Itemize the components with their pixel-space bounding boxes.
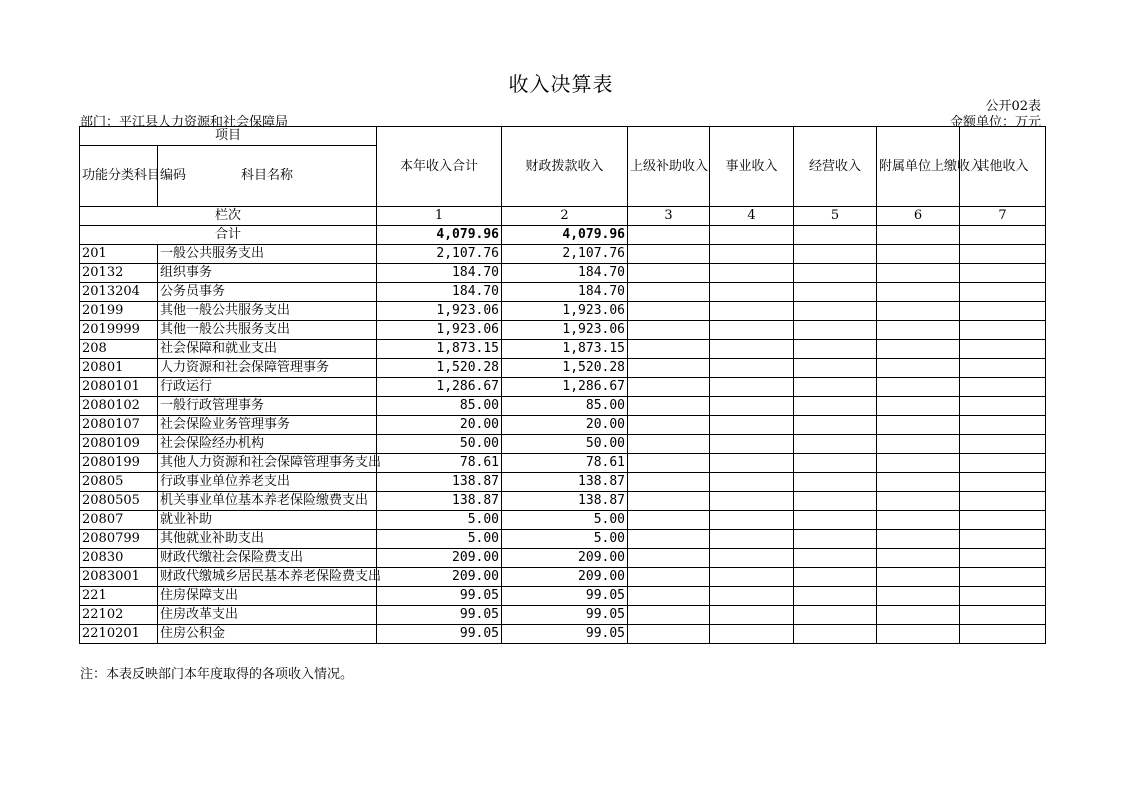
empty-cell: [628, 492, 710, 511]
subject-name: 财政代缴城乡居民基本养老保险费支出: [158, 568, 377, 587]
table-row: [80, 283, 1046, 302]
empty-cell: [960, 606, 1046, 625]
table-row: [80, 549, 1046, 568]
empty-cell: [877, 283, 960, 302]
lanci-label: 栏次: [80, 207, 377, 226]
header-col-affiliated-turnover: 附属单位上缴收入: [877, 127, 960, 207]
subject-code: 20199: [80, 302, 158, 321]
subject-name: 人力资源和社会保障管理事务: [158, 359, 377, 378]
empty-cell: [877, 587, 960, 606]
empty-cell: [628, 226, 710, 245]
table-row: [80, 397, 1046, 416]
subject-code: 2080107: [80, 416, 158, 435]
amount-cell: 99.05: [502, 606, 628, 625]
amount-cell: 184.70: [377, 283, 502, 302]
empty-cell: [794, 378, 877, 397]
total-label: 合计: [80, 226, 377, 245]
subject-code: 2210201: [80, 625, 158, 644]
amount-cell: 78.61: [502, 454, 628, 473]
empty-cell: [794, 416, 877, 435]
amount-cell: 1,923.06: [377, 302, 502, 321]
header-col-business-income: 事业收入: [710, 127, 794, 207]
subject-code: 2083001: [80, 568, 158, 587]
amount-cell: 1,873.15: [502, 340, 628, 359]
amount-cell: 209.00: [377, 549, 502, 568]
amount-cell: 99.05: [377, 606, 502, 625]
subject-name: 其他人力资源和社会保障管理事务支出: [158, 454, 377, 473]
subject-code: 22102: [80, 606, 158, 625]
total-row: [80, 226, 1046, 245]
empty-cell: [877, 492, 960, 511]
empty-cell: [877, 549, 960, 568]
empty-cell: [710, 264, 794, 283]
empty-cell: [710, 625, 794, 644]
empty-cell: [710, 511, 794, 530]
amount-cell: 138.87: [502, 473, 628, 492]
empty-cell: [877, 625, 960, 644]
amount-cell: 50.00: [377, 435, 502, 454]
empty-cell: [960, 340, 1046, 359]
subject-name: 社会保障和就业支出: [158, 340, 377, 359]
subject-code: 2080101: [80, 378, 158, 397]
header-col-fiscal-allocation: 财政拨款收入: [502, 127, 628, 207]
empty-cell: [877, 473, 960, 492]
empty-cell: [877, 530, 960, 549]
empty-cell: [877, 264, 960, 283]
empty-cell: [710, 587, 794, 606]
empty-cell: [960, 378, 1046, 397]
empty-cell: [628, 264, 710, 283]
subject-code: 20801: [80, 359, 158, 378]
header-subject-name: 科目名称: [158, 146, 377, 207]
empty-cell: [628, 378, 710, 397]
amount-unit-label: 金额单位：万元: [949, 115, 1041, 130]
income-statement-table: [79, 126, 1046, 644]
empty-cell: [877, 397, 960, 416]
footnote: 注：本表反映部门本年度取得的各项收入情况。: [80, 667, 354, 682]
table-row: [80, 587, 1046, 606]
amount-cell: 20.00: [377, 416, 502, 435]
empty-cell: [960, 625, 1046, 644]
lanci-num: 1: [377, 207, 502, 226]
empty-cell: [794, 321, 877, 340]
amount-cell: 1,286.67: [377, 378, 502, 397]
empty-cell: [628, 549, 710, 568]
header-col-operating-income: 经营收入: [794, 127, 877, 207]
subject-name: 一般公共服务支出: [158, 245, 377, 264]
empty-cell: [710, 530, 794, 549]
empty-cell: [877, 378, 960, 397]
subject-code: 2080799: [80, 530, 158, 549]
subject-name: 组织事务: [158, 264, 377, 283]
empty-cell: [628, 397, 710, 416]
amount-cell: 1,286.67: [502, 378, 628, 397]
subject-code: 2080199: [80, 454, 158, 473]
table-row: [80, 359, 1046, 378]
total-value-1: 4,079.96: [377, 226, 502, 245]
subject-name: 一般行政管理事务: [158, 397, 377, 416]
empty-cell: [710, 568, 794, 587]
empty-cell: [710, 435, 794, 454]
empty-cell: [628, 454, 710, 473]
empty-cell: [960, 511, 1046, 530]
lanci-num: 6: [877, 207, 960, 226]
empty-cell: [877, 454, 960, 473]
empty-cell: [877, 435, 960, 454]
table-row: [80, 568, 1046, 587]
table-row: [80, 530, 1046, 549]
empty-cell: [628, 416, 710, 435]
lanci-num: 4: [710, 207, 794, 226]
subject-name: 财政代缴社会保险费支出: [158, 549, 377, 568]
amount-cell: 209.00: [377, 568, 502, 587]
table-row: [80, 378, 1046, 397]
subject-name: 其他就业补助支出: [158, 530, 377, 549]
subject-name: 行政运行: [158, 378, 377, 397]
lanci-num: 7: [960, 207, 1046, 226]
amount-cell: 184.70: [377, 264, 502, 283]
subject-code: 2080102: [80, 397, 158, 416]
amount-cell: 1,520.28: [502, 359, 628, 378]
empty-cell: [960, 530, 1046, 549]
empty-cell: [960, 226, 1046, 245]
subject-code: 208: [80, 340, 158, 359]
department-label: 部门：平江县人力资源和社会保障局: [80, 115, 289, 130]
subject-code: 201: [80, 245, 158, 264]
empty-cell: [794, 530, 877, 549]
amount-cell: 99.05: [377, 587, 502, 606]
empty-cell: [628, 435, 710, 454]
subject-name: 其他一般公共服务支出: [158, 302, 377, 321]
table-row: [80, 606, 1046, 625]
empty-cell: [877, 606, 960, 625]
amount-cell: 50.00: [502, 435, 628, 454]
empty-cell: [710, 606, 794, 625]
empty-cell: [710, 245, 794, 264]
empty-cell: [628, 473, 710, 492]
empty-cell: [710, 549, 794, 568]
amount-cell: 2,107.76: [377, 245, 502, 264]
subject-code: 20830: [80, 549, 158, 568]
empty-cell: [877, 226, 960, 245]
empty-cell: [794, 435, 877, 454]
subject-code: 20807: [80, 511, 158, 530]
empty-cell: [628, 606, 710, 625]
empty-cell: [960, 397, 1046, 416]
subject-name: 住房公积金: [158, 625, 377, 644]
subject-name: 行政事业单位养老支出: [158, 473, 377, 492]
empty-cell: [794, 454, 877, 473]
amount-cell: 99.05: [502, 625, 628, 644]
lanci-row: [80, 207, 1046, 226]
amount-cell: 209.00: [502, 549, 628, 568]
subject-name: 住房保障支出: [158, 587, 377, 606]
empty-cell: [710, 359, 794, 378]
table-row: [80, 625, 1046, 644]
table-row: [80, 435, 1046, 454]
empty-cell: [877, 321, 960, 340]
amount-cell: 2,107.76: [502, 245, 628, 264]
empty-cell: [960, 321, 1046, 340]
subject-code: 2019999: [80, 321, 158, 340]
empty-cell: [794, 397, 877, 416]
amount-cell: 78.61: [377, 454, 502, 473]
subject-name: 其他一般公共服务支出: [158, 321, 377, 340]
lanci-num: 2: [502, 207, 628, 226]
subject-code: 2080109: [80, 435, 158, 454]
empty-cell: [960, 454, 1046, 473]
subject-name: 社会保险业务管理事务: [158, 416, 377, 435]
amount-cell: 138.87: [502, 492, 628, 511]
empty-cell: [710, 492, 794, 511]
amount-cell: 1,923.06: [502, 302, 628, 321]
lanci-num: 3: [628, 207, 710, 226]
empty-cell: [960, 435, 1046, 454]
subject-name: 就业补助: [158, 511, 377, 530]
amount-cell: 20.00: [502, 416, 628, 435]
empty-cell: [710, 378, 794, 397]
subject-code: 20132: [80, 264, 158, 283]
amount-cell: 1,923.06: [377, 321, 502, 340]
subject-code: 2080505: [80, 492, 158, 511]
amount-cell: 1,923.06: [502, 321, 628, 340]
header-project: 项目: [80, 127, 377, 146]
form-number: 公开02表: [985, 99, 1041, 114]
empty-cell: [628, 530, 710, 549]
amount-cell: 99.05: [502, 587, 628, 606]
subject-name: 机关事业单位基本养老保险缴费支出: [158, 492, 377, 511]
header-col-total-income: 本年收入合计: [377, 127, 502, 207]
amount-cell: 184.70: [502, 283, 628, 302]
empty-cell: [710, 454, 794, 473]
empty-cell: [877, 568, 960, 587]
empty-cell: [628, 568, 710, 587]
empty-cell: [628, 245, 710, 264]
amount-cell: 5.00: [377, 511, 502, 530]
empty-cell: [794, 625, 877, 644]
empty-cell: [960, 568, 1046, 587]
header-row-project: [80, 127, 1046, 146]
subject-name: 公务员事务: [158, 283, 377, 302]
amount-cell: 5.00: [502, 511, 628, 530]
empty-cell: [960, 302, 1046, 321]
empty-cell: [628, 359, 710, 378]
empty-cell: [710, 340, 794, 359]
amount-cell: 138.87: [377, 473, 502, 492]
lanci-num: 5: [794, 207, 877, 226]
empty-cell: [877, 340, 960, 359]
empty-cell: [794, 283, 877, 302]
empty-cell: [628, 511, 710, 530]
empty-cell: [710, 321, 794, 340]
empty-cell: [794, 226, 877, 245]
empty-cell: [794, 511, 877, 530]
empty-cell: [710, 302, 794, 321]
empty-cell: [960, 416, 1046, 435]
subject-code: 20805: [80, 473, 158, 492]
amount-cell: 184.70: [502, 264, 628, 283]
empty-cell: [794, 568, 877, 587]
empty-cell: [794, 492, 877, 511]
empty-cell: [710, 416, 794, 435]
empty-cell: [794, 587, 877, 606]
empty-cell: [628, 340, 710, 359]
empty-cell: [628, 321, 710, 340]
header-col-superior-subsidy: 上级补助收入: [628, 127, 710, 207]
subject-name: 住房改革支出: [158, 606, 377, 625]
amount-cell: 138.87: [377, 492, 502, 511]
header-col-other-income: 其他收入: [960, 127, 1046, 207]
empty-cell: [960, 264, 1046, 283]
empty-cell: [877, 416, 960, 435]
amount-cell: 5.00: [502, 530, 628, 549]
empty-cell: [628, 283, 710, 302]
empty-cell: [877, 302, 960, 321]
table-row: [80, 340, 1046, 359]
table-row: [80, 511, 1046, 530]
empty-cell: [877, 511, 960, 530]
empty-cell: [710, 397, 794, 416]
empty-cell: [960, 587, 1046, 606]
subject-name: 社会保险经办机构: [158, 435, 377, 454]
amount-cell: 85.00: [502, 397, 628, 416]
empty-cell: [877, 245, 960, 264]
empty-cell: [794, 359, 877, 378]
empty-cell: [794, 549, 877, 568]
empty-cell: [794, 302, 877, 321]
empty-cell: [794, 340, 877, 359]
empty-cell: [628, 587, 710, 606]
table-row: [80, 245, 1046, 264]
table-row: [80, 264, 1046, 283]
empty-cell: [794, 606, 877, 625]
subject-code: 2013204: [80, 283, 158, 302]
amount-cell: 1,520.28: [377, 359, 502, 378]
empty-cell: [960, 245, 1046, 264]
empty-cell: [794, 264, 877, 283]
subject-code: 221: [80, 587, 158, 606]
empty-cell: [710, 226, 794, 245]
total-value-2: 4,079.96: [502, 226, 628, 245]
table-row: [80, 302, 1046, 321]
empty-cell: [710, 473, 794, 492]
empty-cell: [960, 359, 1046, 378]
empty-cell: [794, 473, 877, 492]
empty-cell: [628, 302, 710, 321]
table-row: [80, 473, 1046, 492]
table-row: [80, 492, 1046, 511]
empty-cell: [710, 283, 794, 302]
amount-cell: 99.05: [377, 625, 502, 644]
report-title: 收入决算表: [508, 72, 614, 96]
empty-cell: [877, 359, 960, 378]
header-code: 功能分类科目编码: [80, 146, 158, 207]
empty-cell: [960, 549, 1046, 568]
empty-cell: [960, 492, 1046, 511]
amount-cell: 1,873.15: [377, 340, 502, 359]
amount-cell: 209.00: [502, 568, 628, 587]
empty-cell: [960, 283, 1046, 302]
table-row: [80, 321, 1046, 340]
empty-cell: [628, 625, 710, 644]
amount-cell: 5.00: [377, 530, 502, 549]
empty-cell: [960, 473, 1046, 492]
table-row: [80, 454, 1046, 473]
amount-cell: 85.00: [377, 397, 502, 416]
empty-cell: [794, 245, 877, 264]
table-row: [80, 416, 1046, 435]
